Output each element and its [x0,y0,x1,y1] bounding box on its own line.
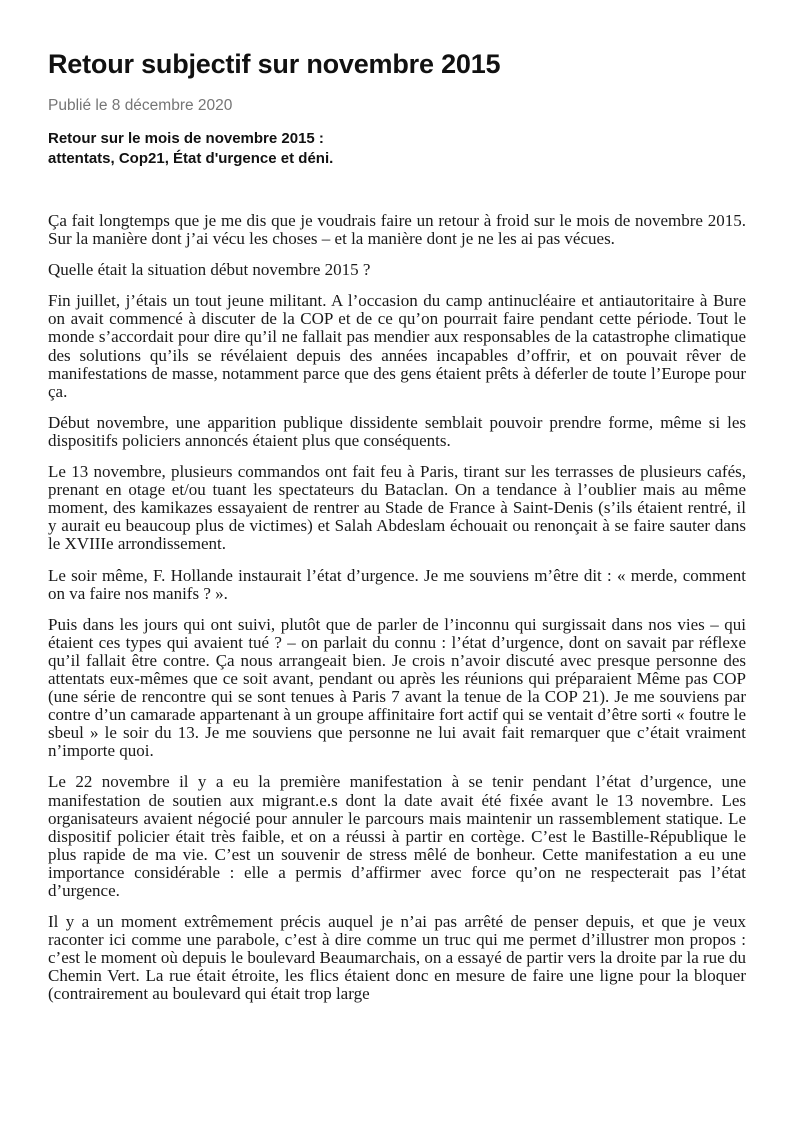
paragraph-9: Il y a un moment extrêmement précis auquel je n’ai pas arrêté de penser depuis, et que je veux raconter ici comme une parabole, c’est à dire comme un truc qui me permet d’illustrer mon propos : c’est le moment où depuis le boulevard Beaumarchais, on a essayé de partir vers la droite par la rue du Chemin Vert. La rue était étroite, les flics étaient donc en mesure de faire une ligne pour la bloquer (contrairement au boulevard qui était trop large [48,912,746,1004]
paragraph-1: Ça fait longtemps que je me dis que je voudrais faire un retour à froid sur le mois de novembre 2015. Sur la manière dont j’ai vécu les choses – et la manière dont je ne les ai pas vécues. [48,211,746,249]
article [48,44,746,1017]
paragraph-3: Fin juillet, j’étais un tout jeune militant. A l’occasion du camp antinucléaire et antiautoritaire à Bure on avait commencé à discuter de la COP et de ce qu’on pourrait faire pendant cette période. Tout le monde s’accordait pour dire qu’il ne fallait pas mendier aux responsables de la catastrophe climatique des solutions qu’ils se révélaient depuis des années incapables d’offrir, et on pouvait rêver de manifestations de masse, notamment parce que des gens étaient prêts à déferler de toute l’Europe pour ça. [48,291,746,401]
paragraph-5: Le 13 novembre, plusieurs commandos ont fait feu à Paris, tirant sur les terrasses de plusieurs cafés, prenant en otage et/ou tuant les spectateurs du Bataclan. On a tendance à l’oublier mais au même moment, des kamikazes essayaient de rentrer au Stade de France à Saint-Denis (s’ils étaient rentré, il y aurait eu beaucoup plus de victimes) et Salah Abdeslam échouait ou renonçait à se faire sauter dans le XVIIIe arrondissement. [48,462,746,554]
paragraph-8: Le 22 novembre il y a eu la première manifestation à se tenir pendant l’état d’urgence, une manifestation de soutien aux migrant.e.s dont la date avait été fixée avant le 13 novembre. Les organisateurs avaient négocié pour annuler le parcours mais maintenir un rassemblement statique. Le dispositif policier était très faible, et on a réussi à partir en cortège. C’est le Bastille-République le plus rapide de ma vie. C’est un souvenir de stress mêlé de bonheur. Cette manifestation a eu une importance considérable : elle a permis d’affirmer avec force qu’on ne respecterait pas l’état d’urgence. [48,772,746,900]
paragraph-4: Début novembre, une apparition publique dissidente semblait pouvoir prendre forme, même si les dispositifs policiers annoncés étaient plus que conséquents. [48,412,746,450]
article-body [48,212,746,1004]
paragraph-7: Puis dans les jours qui ont suivi, plutôt que de parler de l’inconnu qui surgissait dans nos vies – qui étaient ces types qui avaient tué ? – on parlait du connu : l’état d’urgence, dont on savait par réflexe qu’il fallait être contre. Ça nous arrangeait bien. Je crois n’avoir discuté avec presque personne des attentats eux-mêmes que ce soit avant, pendant ou après les réunions qui préparaient Même pas COP (une série de rencontre qui se sont tenues à Paris 7 avant la tenue de la COP 21). Je me souviens par contre d’un camarade appartenant à un groupe affinitaire fort actif qui se ventait d’être sorti « foutre le sbeul » le soir du 13. Je me souviens que personne ne lui avait fait remarquer que c’était vraiment n’importe quoi. [48,614,746,761]
article-subtitle [48,129,746,169]
publication-date: Publié le 8 décembre 2020 [48,97,233,114]
subtitle-line-2: attentats, Cop21, État d'urgence et déni. [48,150,334,167]
subtitle-line-1: Retour sur le mois de novembre 2015 : [48,130,324,147]
paragraph-6: Le soir même, F. Hollande instaurait l’état d’urgence. Je me souviens m’être dit : « merde, comment on va faire nos manifs ? ». [48,565,746,603]
paragraph-2: Quelle était la situation début novembre 2015 ? [48,260,371,280]
article-title: Retour subjectif sur novembre 2015 [48,49,501,79]
